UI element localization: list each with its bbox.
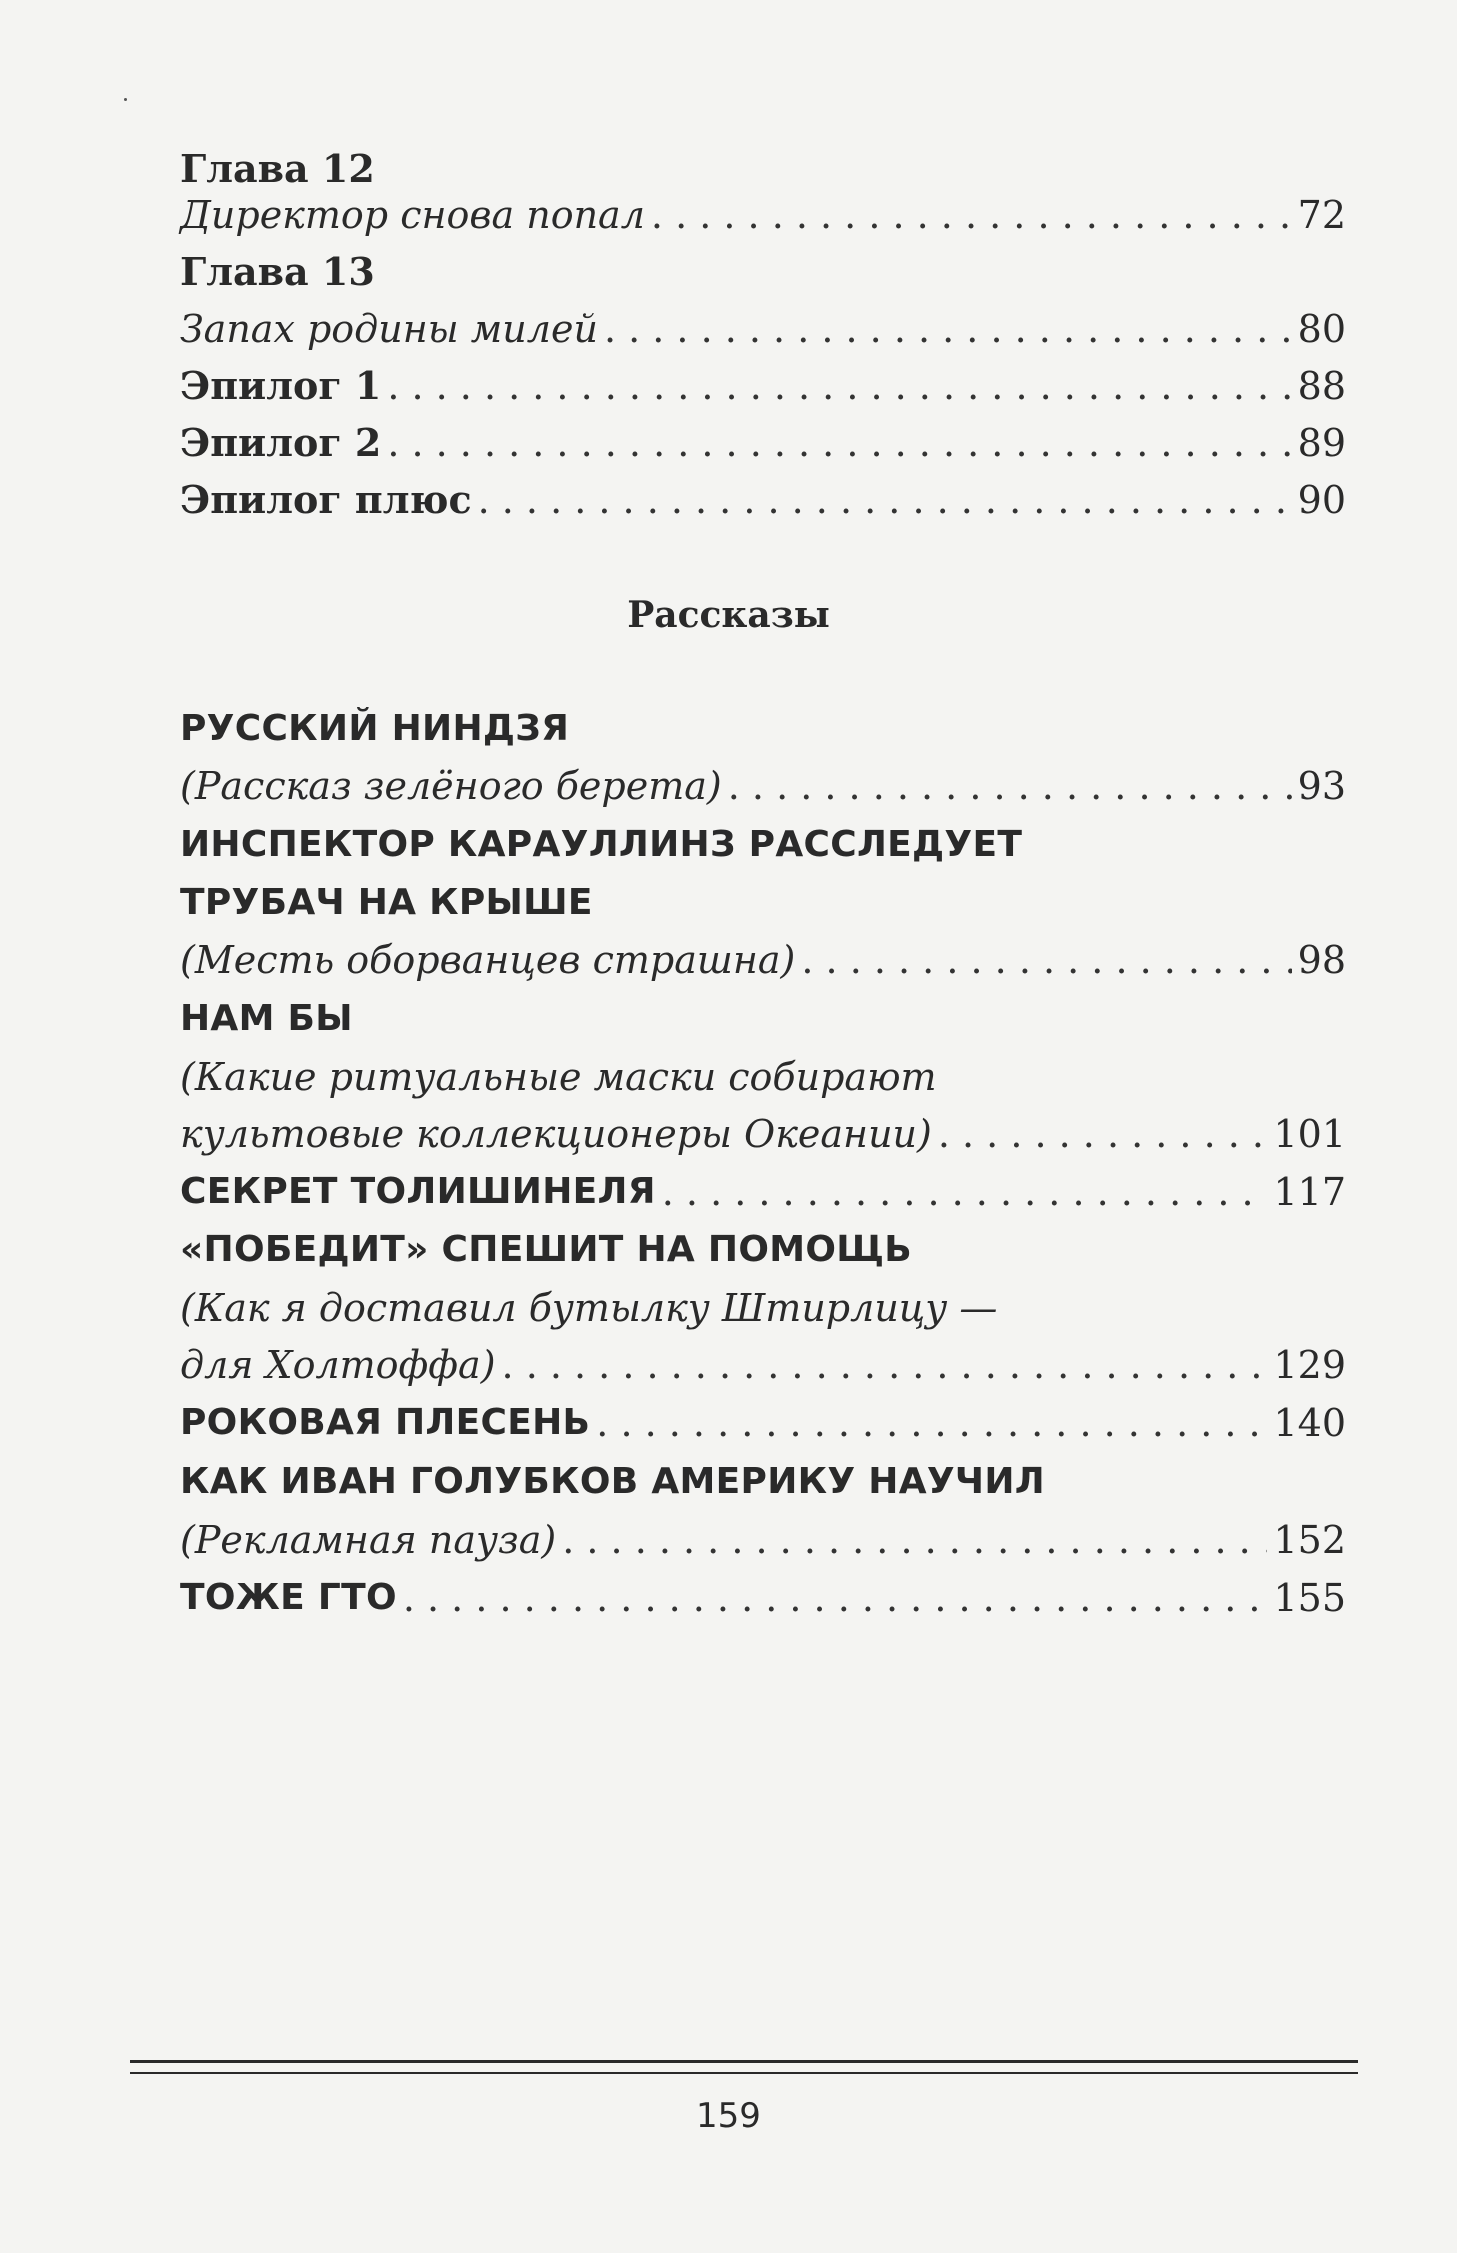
toc-entry-label: ТОЖЕ ГТО bbox=[180, 1577, 397, 1618]
toc-entry bbox=[180, 757, 1346, 815]
toc-page-number: 117 bbox=[1273, 1170, 1346, 1214]
toc-entry-story bbox=[180, 1453, 1346, 1511]
toc-entry-label: Глава 13 bbox=[180, 249, 375, 294]
toc-entry-label: «ПОБЕДИТ» СПЕШИТ НА ПОМОЩЬ bbox=[180, 1229, 913, 1270]
dot-leader bbox=[651, 186, 1292, 244]
toc-entry-label: Глава 12 bbox=[180, 146, 375, 191]
toc-page-number: 129 bbox=[1273, 1343, 1346, 1387]
dot-leader bbox=[596, 1394, 1267, 1452]
toc-entry-label: Эпилог 2 bbox=[180, 420, 382, 465]
toc-entry bbox=[180, 300, 1346, 358]
toc-entry bbox=[180, 1048, 1346, 1106]
dot-leader bbox=[938, 1105, 1268, 1163]
toc-entry bbox=[180, 1511, 1346, 1569]
toc-entry-label: КАК ИВАН ГОЛУБКОВ АМЕРИКУ НАУЧИЛ bbox=[180, 1461, 1045, 1502]
toc-entry bbox=[180, 471, 1346, 529]
toc-entry bbox=[180, 931, 1346, 989]
toc-page-number: 155 bbox=[1273, 1576, 1346, 1620]
toc-entry-label: НАМ БЫ bbox=[180, 998, 353, 1039]
toc-entry-label: ТРУБАЧ НА КРЫШЕ bbox=[180, 882, 593, 923]
toc-entry-story bbox=[180, 990, 1346, 1048]
toc-entry bbox=[180, 186, 1346, 244]
section-title: Рассказы bbox=[627, 594, 830, 636]
toc-page-number: 101 bbox=[1273, 1112, 1346, 1156]
toc-page-number: 140 bbox=[1273, 1401, 1346, 1445]
footer-rule-thick bbox=[130, 2060, 1358, 2063]
toc-page-number: 90 bbox=[1297, 478, 1346, 522]
toc-entry bbox=[180, 1105, 1346, 1163]
toc-entry bbox=[180, 357, 1346, 415]
toc-entry-story bbox=[180, 1569, 1346, 1627]
toc-entry-story bbox=[180, 1221, 1346, 1279]
footer-rule-thin bbox=[130, 2072, 1358, 2074]
toc-entry-label: для Холтоффа) bbox=[180, 1343, 496, 1387]
toc-entry-label: культовые коллекционеры Океании) bbox=[180, 1112, 932, 1156]
toc-entry-story bbox=[180, 1163, 1346, 1221]
toc-page-number: 98 bbox=[1297, 938, 1346, 982]
toc-entry-label: (Как я доставил бутылку Штирлицу — bbox=[180, 1286, 998, 1330]
toc-entry-label: Эпилог 1 bbox=[180, 363, 382, 408]
toc-page-number: 93 bbox=[1297, 764, 1346, 808]
toc-entry-label: (Месть оборванцев страшна) bbox=[180, 938, 796, 982]
toc-page-number: 89 bbox=[1297, 421, 1346, 465]
toc-entry-label: РОКОВАЯ ПЛЕСЕНЬ bbox=[180, 1402, 591, 1443]
toc-entry-label: СЕКРЕТ ТОЛИШИНЕЛЯ bbox=[180, 1171, 656, 1212]
toc-page-number: 80 bbox=[1297, 307, 1346, 351]
toc-entry-label: ИНСПЕКТОР КАРАУЛЛИНЗ РАССЛЕДУЕТ bbox=[180, 824, 1023, 865]
toc-entry-chapter-13 bbox=[180, 243, 1346, 301]
toc-entry-story bbox=[180, 874, 1346, 932]
toc-page-number: 72 bbox=[1297, 193, 1346, 237]
page-number: 159 bbox=[696, 2096, 761, 2136]
toc-entry-label: Запах родины милей bbox=[180, 307, 598, 351]
toc-page-number: 88 bbox=[1297, 364, 1346, 408]
toc-entry-label: Эпилог плюс bbox=[180, 477, 472, 522]
toc-entry-story bbox=[180, 700, 1346, 758]
dot-leader bbox=[387, 414, 1291, 472]
dot-leader bbox=[562, 1511, 1267, 1569]
dot-leader bbox=[387, 357, 1291, 415]
dot-leader bbox=[662, 1163, 1268, 1221]
dot-leader bbox=[728, 757, 1292, 815]
toc-entry-label: Директор снова попал bbox=[180, 193, 645, 237]
toc-entry-label: (Рекламная пауза) bbox=[180, 1518, 557, 1562]
toc-entry bbox=[180, 414, 1346, 472]
dot-leader bbox=[403, 1569, 1268, 1627]
toc-entry-label: РУССКИЙ НИНДЗЯ bbox=[180, 708, 570, 749]
dot-leader bbox=[604, 300, 1292, 358]
dot-leader bbox=[502, 1336, 1268, 1394]
dot-leader bbox=[801, 931, 1291, 989]
print-speck bbox=[124, 98, 127, 101]
toc-entry-story bbox=[180, 1394, 1346, 1452]
toc-entry-story bbox=[180, 816, 1346, 874]
toc-entry bbox=[180, 1336, 1346, 1394]
toc-entry bbox=[180, 1279, 1346, 1337]
toc-entry-label: (Какие ритуальные маски собирают bbox=[180, 1055, 937, 1099]
dot-leader bbox=[478, 471, 1292, 529]
toc-page-number: 152 bbox=[1273, 1518, 1346, 1562]
toc-entry-label: (Рассказ зелёного берета) bbox=[180, 764, 722, 808]
